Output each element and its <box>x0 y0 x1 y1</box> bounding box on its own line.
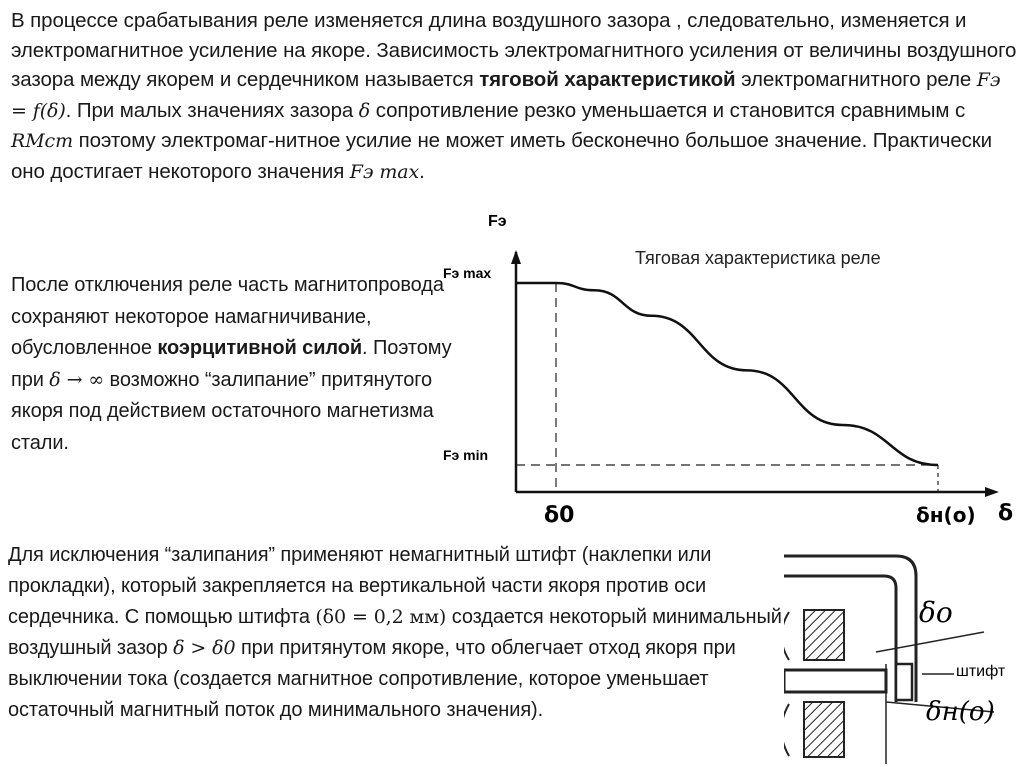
f-max-symbol: Fэ max <box>349 160 420 183</box>
coercive-force-term: коэрцитивной силой <box>157 337 363 359</box>
intro-text-4: сопротивление резко уменьшается и становится сравнимым с <box>370 98 966 122</box>
pin-text-1: Для исключения “залипания” применяют немагнитный штифт (наклепки или прокладки), который закрепляется на вертикальной части якоря против оси сердечника. С помощью штифта <box>8 544 712 628</box>
coil-block-bottom <box>804 702 844 757</box>
delta0-label: δо <box>919 596 953 629</box>
coercive-text-2: . Поэтому при <box>11 337 452 391</box>
delta-symbol: δ <box>358 99 371 122</box>
coil-block-top <box>804 610 844 660</box>
y-tick-fmax: Fэ max <box>443 265 492 281</box>
coercive-text-3: возможно “залипание” притянутого якоря под действием остаточного магнетизма стали. <box>11 368 434 454</box>
pin <box>896 664 912 700</box>
deltaN-label: δн(о) <box>926 697 995 727</box>
pin-label: штифт <box>956 663 1006 680</box>
r-mst-symbol: RМст <box>11 130 74 152</box>
x-axis-label: δ <box>998 501 1014 526</box>
y-axis-arrow <box>511 250 521 264</box>
relay-armature-diagram <box>784 552 1024 764</box>
intro-text-6: . <box>419 159 425 183</box>
intro-text-3: . При малых значениях зазора <box>65 98 359 122</box>
traction-characteristic-term: тяговой характеристикой <box>479 68 736 91</box>
pin-paragraph <box>8 540 788 726</box>
pin-text-2: создается некоторый минимальный воздушный зазор <box>8 606 782 659</box>
intro-text-1: В процессе срабатывания реле изменяется длина воздушного зазора , следовательно, изменяется и электромагнитное усиление на якоре. Зависимость электромагнитного усиления от величины воздушного зазора между якорем и сердечником называется <box>11 9 1017 91</box>
pin-text-3: при притянутом якоре, что облегчает отход якоря при выключении тока (создается магнитное сопротивление, которое уменьшает остаточный магнитный поток до минимального значения). <box>8 637 736 721</box>
delta-to-infinity-formula: δ → ∞ <box>49 368 105 391</box>
coercive-paragraph <box>11 270 481 459</box>
x-axis-arrow <box>985 487 999 497</box>
delta0-value-formula: (δ0 = 0,2 мм) <box>315 606 447 628</box>
x-tick-delta0: δ0 <box>544 503 575 528</box>
coercive-text-1: После отключения реле часть магнитопровода сохраняют некоторое намагничивание, обусловленное <box>11 274 444 359</box>
delta-greater-formula: δ > δ0 <box>173 637 236 659</box>
traction-curve <box>516 283 938 465</box>
core <box>784 670 886 692</box>
y-tick-fmin: Fэ min <box>443 447 489 463</box>
formula-f-of-delta: Fэ = f(δ) <box>11 69 1001 122</box>
x-tick-deltaN: δн(о) <box>916 503 976 527</box>
intro-text-5: поэтому электромаг-нитное усилие не может иметь бесконечно большое значение. Практически оно достигает некоторого значения <box>11 129 992 183</box>
intro-text-2: электромагнитного реле <box>735 68 977 91</box>
intro-paragraph <box>11 6 1021 187</box>
y-axis-label: Fэ <box>488 213 507 230</box>
chart-title: Тяговая характеристика реле <box>635 248 881 268</box>
